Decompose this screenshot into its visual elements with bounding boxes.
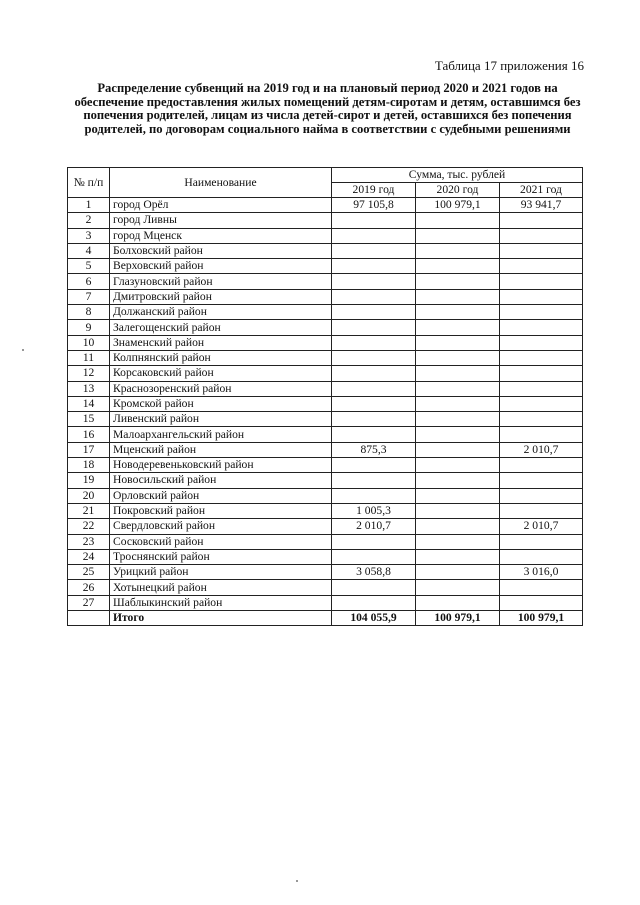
table-row (68, 488, 583, 503)
row-number: 25 (68, 565, 110, 580)
row-number: 10 (68, 335, 110, 350)
table-row (68, 580, 583, 595)
row-number: 24 (68, 549, 110, 564)
row-number: 14 (68, 396, 110, 411)
table-row (68, 412, 583, 427)
total-value-2019: 104 055,9 (332, 611, 416, 626)
column-header-sum: Сумма, тыс. рублей (332, 168, 583, 183)
row-value-2020 (416, 580, 500, 595)
table-row (68, 335, 583, 350)
row-value-2019 (332, 381, 416, 396)
row-number: 17 (68, 442, 110, 457)
row-number: 3 (68, 228, 110, 243)
table-row (68, 259, 583, 274)
row-value-2020 (416, 458, 500, 473)
row-value-2021 (500, 427, 583, 442)
table-row (68, 366, 583, 381)
row-name: Глазуновский район (110, 274, 332, 289)
row-value-2021 (500, 473, 583, 488)
row-number: 22 (68, 519, 110, 534)
table-row (68, 503, 583, 518)
row-name: Кромской район (110, 396, 332, 411)
row-number: 13 (68, 381, 110, 396)
row-name: Малоархангельский район (110, 427, 332, 442)
row-value-2019: 875,3 (332, 442, 416, 457)
row-name: Сосковский район (110, 534, 332, 549)
table-header-row (68, 168, 583, 183)
column-header-name: Наименование (110, 168, 332, 198)
row-number: 9 (68, 320, 110, 335)
table-row (68, 427, 583, 442)
row-value-2020 (416, 289, 500, 304)
row-name: Верховский район (110, 259, 332, 274)
row-value-2021 (500, 228, 583, 243)
row-number: 23 (68, 534, 110, 549)
row-value-2021 (500, 259, 583, 274)
row-value-2019 (332, 595, 416, 610)
row-name: Залегощенский район (110, 320, 332, 335)
column-header-2019: 2019 год (332, 183, 416, 198)
row-name: Болховский район (110, 243, 332, 258)
row-value-2020 (416, 442, 500, 457)
column-header-2021: 2021 год (500, 183, 583, 198)
row-number: 7 (68, 289, 110, 304)
total-number (68, 611, 110, 626)
table-row (68, 565, 583, 580)
table-row (68, 243, 583, 258)
row-value-2019 (332, 473, 416, 488)
row-number: 26 (68, 580, 110, 595)
row-value-2019 (332, 213, 416, 228)
column-header-number: № п/п (68, 168, 110, 198)
row-value-2019 (332, 350, 416, 365)
row-value-2021 (500, 412, 583, 427)
row-value-2021 (500, 458, 583, 473)
row-name: Новосильский район (110, 473, 332, 488)
subsidy-table (67, 167, 583, 626)
total-label: Итого (110, 611, 332, 626)
row-name: Знаменский район (110, 335, 332, 350)
row-value-2021 (500, 534, 583, 549)
row-value-2019 (332, 366, 416, 381)
row-number: 2 (68, 213, 110, 228)
row-value-2019 (332, 549, 416, 564)
row-value-2019 (332, 412, 416, 427)
document-title: Распределение субвенций на 2019 год и на плановый период 2020 и 2021 годов на обеспечение предоставления жилых помещений детям-сиротам и детям, оставшимся без попечения родителей, лицам из числа детей-сирот и детей, оставшихся без попечения родителей, по договорам социального найма в соответствии с судебными решениями (74, 81, 581, 136)
total-value-2021: 100 979,1 (500, 611, 583, 626)
table-total-row (68, 611, 583, 626)
row-name: Колпнянский район (110, 350, 332, 365)
row-value-2021 (500, 488, 583, 503)
total-value-2020: 100 979,1 (416, 611, 500, 626)
row-value-2019: 3 058,8 (332, 565, 416, 580)
row-value-2021 (500, 503, 583, 518)
row-value-2020 (416, 243, 500, 258)
row-value-2021: 2 010,7 (500, 442, 583, 457)
row-value-2021 (500, 274, 583, 289)
table-row (68, 274, 583, 289)
row-value-2020 (416, 274, 500, 289)
row-value-2020 (416, 320, 500, 335)
row-name: Покровский район (110, 503, 332, 518)
row-name: Урицкий район (110, 565, 332, 580)
row-value-2021 (500, 396, 583, 411)
row-value-2020 (416, 366, 500, 381)
row-number: 11 (68, 350, 110, 365)
table-row (68, 350, 583, 365)
row-value-2020 (416, 335, 500, 350)
table-row (68, 289, 583, 304)
column-header-2020: 2020 год (416, 183, 500, 198)
table-row (68, 305, 583, 320)
row-value-2019 (332, 289, 416, 304)
row-name: Шаблыкинский район (110, 595, 332, 610)
row-value-2019: 2 010,7 (332, 519, 416, 534)
row-value-2020 (416, 519, 500, 534)
table-row (68, 549, 583, 564)
row-value-2020 (416, 396, 500, 411)
row-name: Должанский район (110, 305, 332, 320)
table-row (68, 320, 583, 335)
row-value-2019 (332, 534, 416, 549)
row-value-2020 (416, 305, 500, 320)
row-value-2021: 2 010,7 (500, 519, 583, 534)
row-name: Хотынецкий район (110, 580, 332, 595)
scan-dot (296, 880, 298, 882)
table-row (68, 396, 583, 411)
row-value-2020: 100 979,1 (416, 198, 500, 213)
row-number: 8 (68, 305, 110, 320)
row-number: 4 (68, 243, 110, 258)
table-row (68, 442, 583, 457)
table-row (68, 213, 583, 228)
table-row (68, 458, 583, 473)
row-name: город Орёл (110, 198, 332, 213)
row-name: город Мценск (110, 228, 332, 243)
table-row (68, 198, 583, 213)
row-value-2021 (500, 305, 583, 320)
row-name: Свердловский район (110, 519, 332, 534)
row-value-2019 (332, 458, 416, 473)
row-value-2019 (332, 335, 416, 350)
row-name: Троснянский район (110, 549, 332, 564)
row-value-2020 (416, 350, 500, 365)
row-value-2020 (416, 565, 500, 580)
row-value-2019: 1 005,3 (332, 503, 416, 518)
row-value-2021 (500, 320, 583, 335)
row-number: 1 (68, 198, 110, 213)
row-name: Краснозоренский район (110, 381, 332, 396)
row-number: 5 (68, 259, 110, 274)
row-number: 18 (68, 458, 110, 473)
row-number: 15 (68, 412, 110, 427)
row-value-2020 (416, 488, 500, 503)
table-row (68, 519, 583, 534)
row-value-2019 (332, 580, 416, 595)
row-number: 19 (68, 473, 110, 488)
row-value-2021 (500, 366, 583, 381)
row-name: Корсаковский район (110, 366, 332, 381)
row-value-2021 (500, 381, 583, 396)
annex-label: Таблица 17 приложения 16 (434, 58, 584, 73)
row-name: Ливенский район (110, 412, 332, 427)
scan-dot (22, 349, 24, 351)
row-value-2020 (416, 503, 500, 518)
row-value-2021: 93 941,7 (500, 198, 583, 213)
row-number: 12 (68, 366, 110, 381)
table-row (68, 228, 583, 243)
row-value-2020 (416, 534, 500, 549)
row-number: 16 (68, 427, 110, 442)
row-value-2019 (332, 320, 416, 335)
table-row (68, 595, 583, 610)
row-name: Мценский район (110, 442, 332, 457)
row-value-2019 (332, 259, 416, 274)
row-value-2019 (332, 274, 416, 289)
row-value-2019 (332, 305, 416, 320)
row-value-2021 (500, 213, 583, 228)
row-value-2021 (500, 243, 583, 258)
row-number: 20 (68, 488, 110, 503)
row-value-2019: 97 105,8 (332, 198, 416, 213)
row-value-2019 (332, 427, 416, 442)
row-value-2021 (500, 595, 583, 610)
row-value-2019 (332, 228, 416, 243)
row-value-2020 (416, 213, 500, 228)
table-row (68, 381, 583, 396)
row-number: 27 (68, 595, 110, 610)
row-value-2021 (500, 289, 583, 304)
table-body (68, 198, 583, 626)
row-value-2020 (416, 549, 500, 564)
row-value-2021 (500, 580, 583, 595)
table-row (68, 534, 583, 549)
row-name: город Ливны (110, 213, 332, 228)
row-number: 6 (68, 274, 110, 289)
row-value-2020 (416, 595, 500, 610)
row-value-2021 (500, 335, 583, 350)
row-value-2020 (416, 427, 500, 442)
table-row (68, 473, 583, 488)
row-name: Дмитровский район (110, 289, 332, 304)
row-value-2019 (332, 396, 416, 411)
row-name: Орловский район (110, 488, 332, 503)
row-name: Новодеревеньковский район (110, 458, 332, 473)
row-value-2020 (416, 259, 500, 274)
row-value-2021 (500, 549, 583, 564)
row-value-2020 (416, 228, 500, 243)
row-value-2021 (500, 350, 583, 365)
row-number: 21 (68, 503, 110, 518)
row-value-2020 (416, 473, 500, 488)
row-value-2020 (416, 381, 500, 396)
row-value-2021: 3 016,0 (500, 565, 583, 580)
row-value-2020 (416, 412, 500, 427)
row-value-2019 (332, 488, 416, 503)
row-value-2019 (332, 243, 416, 258)
